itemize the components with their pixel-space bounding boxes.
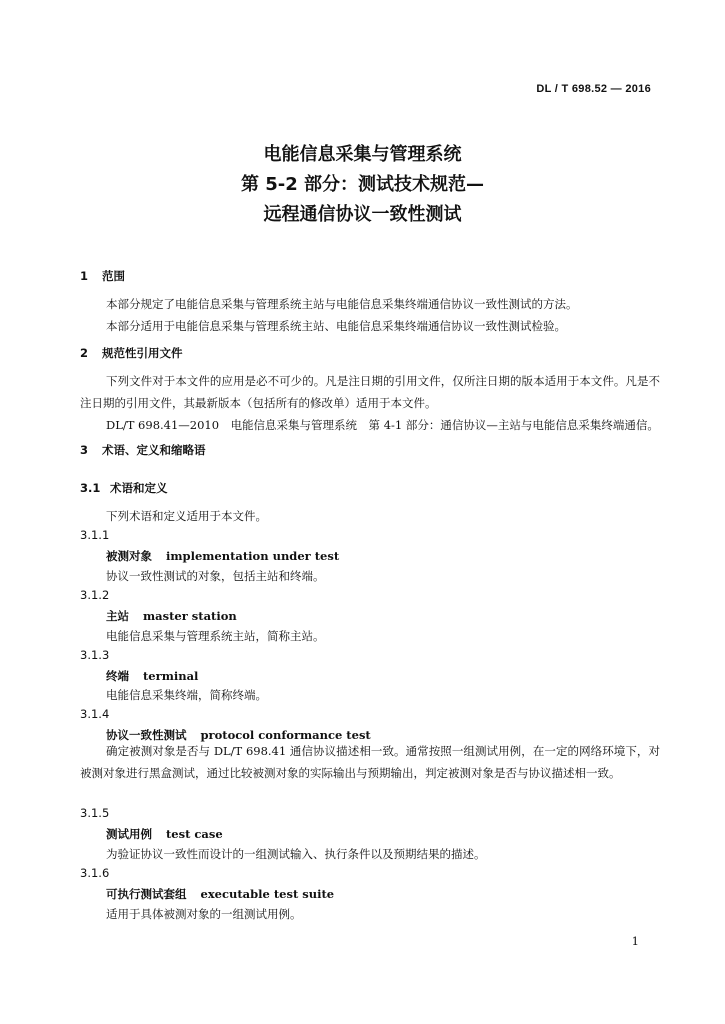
section-number: 2 [80, 346, 89, 360]
section-number: 3.1 [80, 481, 101, 495]
section-number: 1 [80, 269, 89, 283]
standard-number: DL / T 698.52 — 2016 [536, 83, 651, 95]
term-number: 3.1.3 [80, 648, 110, 662]
document-title [0, 140, 725, 230]
term-en: implementation under test [166, 549, 340, 563]
term-title [106, 886, 334, 902]
term-zh: 测试用例 [106, 827, 152, 841]
term-zh: 主站 [106, 609, 129, 623]
term-number: 3.1.1 [80, 528, 110, 542]
term-title [106, 548, 339, 564]
title-line-1: 电能信息采集与管理系统 [263, 144, 462, 165]
section-title: 范围 [102, 269, 125, 283]
term-zh: 被测对象 [106, 549, 152, 563]
term-number: 3.1.4 [80, 707, 110, 721]
term-zh: 可执行测试套组 [106, 887, 187, 901]
term-zh: 终端 [106, 669, 129, 683]
term-title [106, 668, 198, 684]
section-3-heading [80, 442, 206, 458]
term-en: terminal [143, 669, 199, 683]
term-definition: 电能信息采集终端，简称终端。 [106, 688, 267, 702]
term-definition: 为验证协议一致性而设计的一组测试输入、执行条件以及预期结果的描述。 [106, 847, 486, 861]
term-title [106, 608, 237, 624]
section-number: 3 [80, 443, 89, 457]
section-2-reference: DL/T 698.41—2010 电能信息采集与管理系统 第 4-1 部分：通信协议—主站与电能信息采集终端通信。 [106, 418, 659, 432]
section-3-1-intro: 下列术语和定义适用于本文件。 [106, 509, 267, 523]
term-title [106, 826, 223, 842]
title-line-2: 第 5-2 部分：测试技术规范— [240, 174, 485, 195]
term-definition: 适用于具体被测对象的一组测试用例。 [106, 907, 302, 921]
section-3-1-heading [80, 480, 168, 496]
section-1-heading [80, 268, 125, 284]
term-number: 3.1.5 [80, 806, 110, 820]
section-2-paragraph-1: 下列文件对于本文件的应用是必不可少的。凡是注日期的引用文件，仅所注日期的版本适用于本文件。凡是不注日期的引用文件，其最新版本（包括所有的修改单）适用于本文件。 [80, 374, 660, 410]
section-2-heading [80, 345, 183, 361]
term-definition: 确定被测对象是否与 DL/T 698.41 通信协议描述相一致。通常按照一组测试用例，在一定的网络环境下，对被测对象进行黑盒测试，通过比较被测对象的实际输出与预期输出，判定被测对象是否与协议描述相一致。 [80, 744, 660, 780]
section-1-paragraph-1: 本部分规定了电能信息采集与管理系统主站与电能信息采集终端通信协议一致性测试的方法。 [106, 297, 578, 311]
term-number: 3.1.2 [80, 588, 110, 602]
term-en: executable test suite [200, 887, 335, 901]
term-definition: 协议一致性测试的对象，包括主站和终端。 [106, 569, 325, 583]
title-line-3: 远程通信协议一致性测试 [263, 204, 462, 225]
section-title: 规范性引用文件 [102, 346, 183, 360]
section-1-paragraph-2: 本部分适用于电能信息采集与管理系统主站、电能信息采集终端通信协议一致性测试检验。 [106, 319, 566, 333]
term-en: test case [166, 827, 223, 841]
term-zh: 协议一致性测试 [106, 728, 187, 742]
page-number: 1 [631, 934, 639, 948]
term-en: protocol conformance test [200, 728, 371, 742]
term-number: 3.1.6 [80, 866, 110, 880]
section-title: 术语和定义 [110, 481, 168, 495]
term-definition: 电能信息采集与管理系统主站，简称主站。 [106, 629, 325, 643]
section-title: 术语、定义和缩略语 [102, 443, 206, 457]
term-en: master station [143, 609, 237, 623]
